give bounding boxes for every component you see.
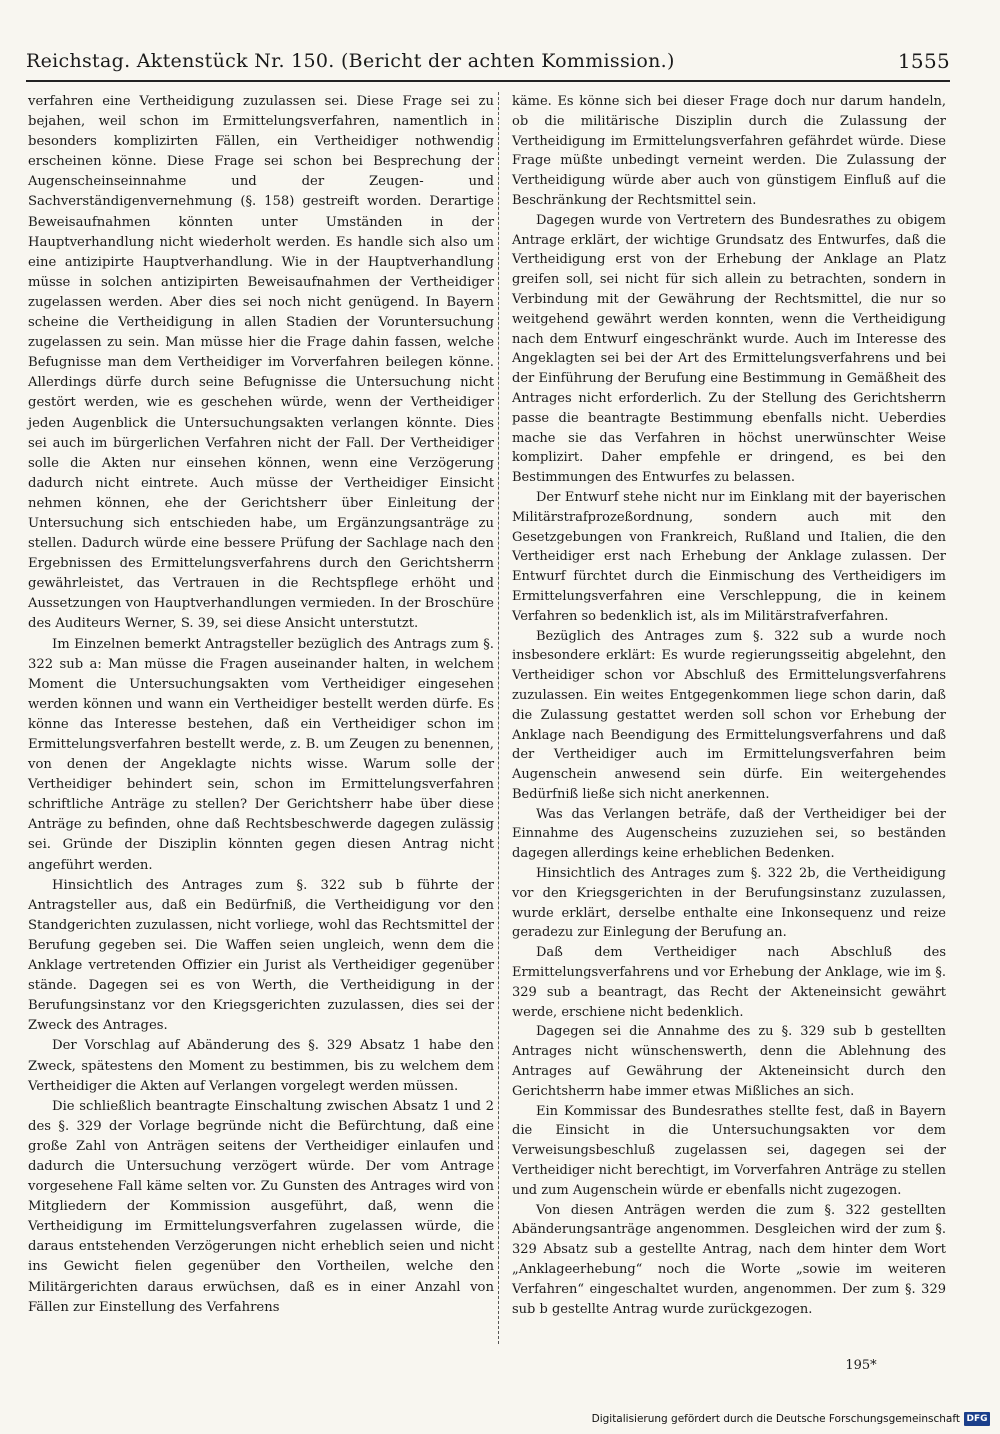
paragraph: Was das Verlangen beträfe, daß der Vertheidiger bei der Einnahme des Augenscheins zuzuziehen sei, so beständen dagegen allerdings keine erheblichen Bedenken. <box>512 806 946 862</box>
header-title: Reichstag. Aktenstück Nr. 150. (Bericht der achten Kommission.) <box>26 50 675 72</box>
paragraph: Dagegen wurde von Vertretern des Bundesrathes zu obigem Antrage erklärt, der wichtige Grundsatz des Entwurfes, daß die Vertheidigung erst von der Erhebung der Anklage an Platz greifen soll, sei nicht für sich allein zu betrachten, sondern in Verbindung mit der Gewährung der Rechtsmittel, die nur so weitgehend gewährt werden konnten, wenn die Vertheidigung nach dem Entwurf eingeschränkt wurde. Auch im Interesse des Angeklagten sei bei der Art des Ermittelungsverfahrens und bei der Einführung der Berufung eine Bestimmung in Gemäßheit des Antrages nicht erforderlich. Zu der Stellung des Gerichtsherrn passe die beantragte Bestimmung ebenfalls nicht. Ueberdies mache sie das Verfahren in höchst unerwünschter Weise komplizirt. Daher empfehle er dringend, es bei den Bestimmungen des Entwurfes zu belassen. <box>512 212 946 486</box>
paragraph: Die schließlich beantragte Einschaltung zwischen Absatz 1 und 2 des §. 329 der Vorlage begründe nicht die Befürchtung, daß eine große Zahl von Anträgen seitens der Vertheidiger einlaufen und dadurch die Untersuchung verzögert würde. Der vom Antrage vorgesehene Fall käme selten vor. Zu Gunsten des Antrages wird von Mitgliedern der Kommission ausgeführt, daß, wenn die Vertheidigung im Ermittelungsverfahren zugelassen würde, die daraus entstehenden Verzögerungen nicht erheblich seien und nicht ins Gewicht fielen gegenüber den Vortheilen, welche den Militärgerichten daraus erwüchsen, daß es in einer Anzahl von Fällen zur Einstellung des Verfahrens <box>28 1098 494 1315</box>
page-header <box>26 44 950 78</box>
column-divider <box>498 92 499 1344</box>
footer-text: Digitalisierung gefördert durch die Deutsche Forschungsgemeinschaft <box>591 1413 960 1425</box>
paragraph: Hinsichtlich des Antrages zum §. 322 sub b führte der Antragsteller aus, daß ein Bedürfniß, die Vertheidigung vor den Standgerichten zuzulassen, nicht vorliege, wohl das Rechtsmittel der Berufung gegeben sei. Die Waffen seien ungleich, wenn dem die Anklage vertretenden Offizier ein Jurist als Vertheidiger gegenüber stände. Dagegen sei es von Werth, die Vertheidigung in der Berufungsinstanz vor den Kriegsgerichten zuzulassen, dies sei der Zweck des Antrages. <box>28 877 494 1034</box>
paragraph: käme. Es könne sich bei dieser Frage doch nur darum handeln, ob die militärische Disziplin durch die Zulassung der Vertheidigung im Ermittelungsverfahren gefährdet würde. Diese Frage müßte unbedingt verneint werden. Die Zulassung der Vertheidigung würde aber auch von günstigem Einfluß auf die Beschränkung der Rechtsmittel sein. <box>512 94 946 208</box>
paragraph: Bezüglich des Antrages zum §. 322 sub a wurde noch insbesondere erklärt: Es wurde regierungsseitig abgelehnt, den Vertheidiger schon vor Abschluß des Ermittelungsverfahrens zuzulassen. Ein weites Entgegenkommen liege schon darin, daß die Zulassung gestattet werden soll schon vor Erhebung der Anklage nach Beendigung des Ermittelungsverfahrens und daß der Vertheidiger auch im Ermittelungsverfahren beim Augenschein anwesend sein dürfe. Ein weitergehendes Bedürfniß ließe sich nicht anerkennen. <box>512 628 946 802</box>
paragraph: Von diesen Anträgen werden die zum §. 322 gestellten Abänderungsanträge angenommen. Desgleichen wird der zum §. 329 Absatz sub a gestellte Antrag, nach dem hinter dem Wort „Anklageerhebung“ noch die Worte „sowie im weiteren Verfahren“ eingeschaltet wurden, angenommen. Der zum §. 329 sub b gestellte Antrag wurde zurückgezogen. <box>512 1202 946 1317</box>
paragraph: Der Entwurf stehe nicht nur im Einklang mit der bayerischen Militärstrafprozeßordnung, sondern auch mit den Gesetzgebungen von Frankreich, Rußland und Italien, die den Vertheidiger erst nach Erhebung der Anklage zulassen. Der Entwurf fürchtet durch die Einmischung des Vertheidigers im Ermittelungsverfahren eine Verschleppung, die in keinem Verfahren so bedenklich ist, als im Militärstrafverfahren. <box>512 489 946 624</box>
header-rule <box>26 80 950 82</box>
paragraph: Im Einzelnen bemerkt Antragsteller bezüglich des Antrags zum §. 322 sub a: Man müsse die Fragen auseinander halten, in welchem Moment die Untersuchungsakten vom Vertheidiger eingesehen werden können und wann ein Vertheidiger bestellt werden dürfe. Es könne das Interesse bestehen, daß ein Vertheidiger schon im Ermittelungsverfahren bestellt werde, z. B. um Zeugen zu benennen, von denen der Angeklagte nichts wisse. Warum solle der Vertheidiger behindert sein, schon im Ermittelungsverfahren schriftliche Anträge zu stellen? Der Gerichtsherr habe über diese Anträge zu befinden, ohne daß Rechtsbeschwerde dagegen zulässig sei. Gründe der Disziplin könnten gegen diesen Antrag nicht angeführt werden. <box>28 636 494 873</box>
paragraph: Hinsichtlich des Antrages zum §. 322 2b, die Vertheidigung vor den Kriegsgerichten in der Berufungsinstanz zuzulassen, wurde erklärt, derselbe enthalte eine Inkonsequenz und reize geradezu zur Einlegung der Berufung an. <box>512 866 946 941</box>
left-column <box>28 92 494 1318</box>
paragraph: Ein Kommissar des Bundesrathes stellte fest, daß in Bayern die Einsicht in die Untersuchungsakten vor dem Verweisungsbeschluß zugelassen sei, dagegen sei der Vertheidiger nicht berechtigt, im Vorverfahren Anträge zu stellen und zum Augenschein würde er ebenfalls nicht zugezogen. <box>512 1103 946 1198</box>
page-number: 1555 <box>897 49 950 73</box>
right-column <box>512 92 946 1319</box>
paragraph: Dagegen sei die Annahme des zu §. 329 sub b gestellten Antrages nicht wünschenswerth, denn die Ablehnung des Antrages auf Gewährung der Akteneinsicht durch den Gerichtsherrn habe immer etwas Mißliches an sich. <box>512 1024 946 1099</box>
footer <box>560 1410 990 1428</box>
paragraph: Der Vorschlag auf Abänderung des §. 329 Absatz 1 habe den Zweck, spätestens den Moment zu bestimmen, bis zu welchem dem Vertheidiger die Akten auf Verlangen vorgelegt werden müssen. <box>28 1038 494 1094</box>
signature-mark: 195* <box>845 1358 877 1373</box>
paragraph: Daß dem Vertheidiger nach Abschluß des Ermittelungsverfahrens und vor Erhebung der Anklage, wie im §. 329 sub a beantragt, das Recht der Akteneinsicht gewährt werde, erschiene nicht bedenklich. <box>512 945 946 1020</box>
dfg-logo-icon: DFG <box>964 1412 990 1426</box>
paragraph: verfahren eine Vertheidigung zuzulassen sei. Diese Frage sei zu bejahen, weil schon im Ermittelungsverfahren, namentlich in besonders komplizirten Fällen, ein Vertheidiger nothwendig erscheinen könne. Diese Frage sei schon bei Besprechung der Augenscheinseinnahme und der Zeugen- und Sachverständigenvernehmung (§. 158) gestreift worden. Derartige Beweisaufnahmen könnten unter Umständen in der Hauptverhandlung nicht wiederholt werden. Es handle sich also um eine antizipirte Hauptverhandlung. Wie in der Hauptverhandlung müsse in solchen antizipirten Beweisaufnahmen der Vertheidiger zugelassen werden. Aber dies sei noch nicht genügend. In Bayern scheine die Vertheidigung in allen Stadien der Voruntersuchung zugelassen zu sein. Man müsse hier die Frage dahin fassen, welche Befugnisse man dem Vertheidiger im Vorverfahren beilegen könne. Allerdings dürfe durch seine Befugnisse die Untersuchung nicht gestört werden, wie es geschehen würde, wenn der Vertheidiger jeden Augenblick die Untersuchungsakten verlangen könnte. Dies sei auch im bürgerlichen Verfahren nicht der Fall. Der Vertheidiger solle die Akten nur einsehen können, wenn eine Verzögerung dadurch nicht eintrete. Auch müsse der Vertheidiger Einsicht nehmen können, ehe der Gerichtsherr über Einleitung der Untersuchung sich entschieden habe, um Ergänzungsanträge zu stellen. Dadurch würde eine bessere Prüfung der Sachlage nach den Ergebnissen des Ermittelungsverfahrens durch den Gerichtsherrn gewährleistet, das Vertrauen in die Rechtspflege erhöht und Aussetzungen von Hauptverhandlungen vermieden. In der Broschüre des Auditeurs Werner, S. 39, sei diese Ansicht unterstutzt. <box>28 94 494 632</box>
